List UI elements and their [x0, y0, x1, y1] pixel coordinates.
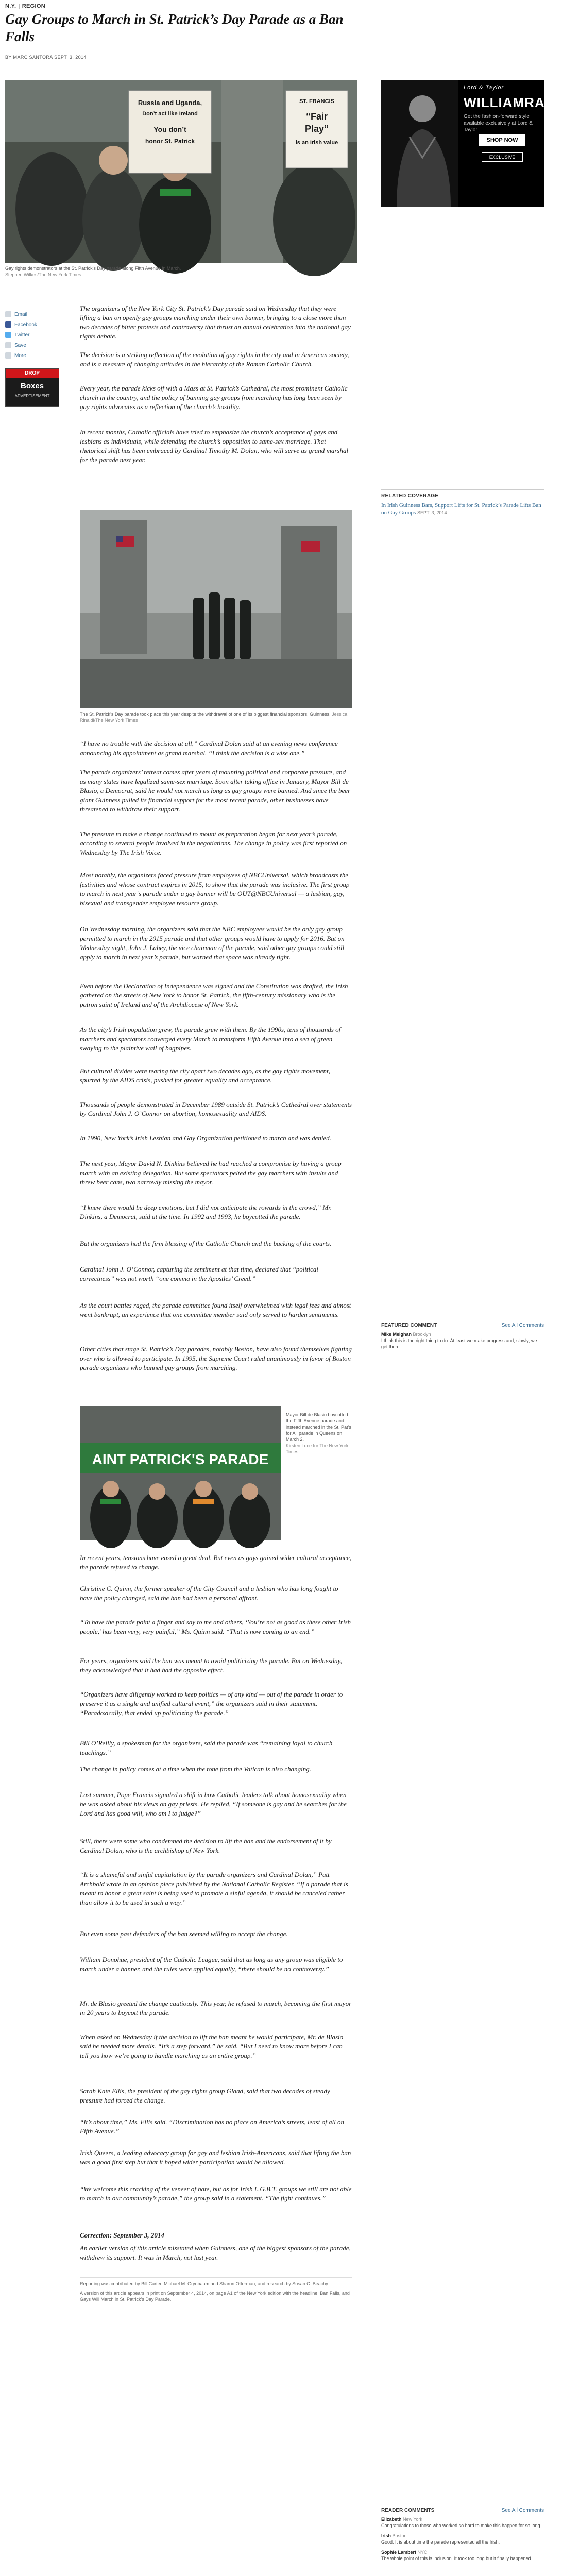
section-breadcrumb[interactable]: N.Y. | REGION	[5, 3, 45, 9]
article-paragraph: Mr. de Blasio greeted the change cautiously. This year, he refused to march, becoming the first mayor in 20 years to boycott the parade.	[80, 1999, 352, 2016]
article-paragraph: The organizers of the New York City St. Patrick’s Day parade said on Wednesday that they were lifting a ban on openly gay groups marching under their own banner, bringing to a close more than two decades of bitter protests and controversy that thrust an annual celebration into the national gay rights debate.	[80, 304, 351, 340]
related-heading: RELATED COVERAGE	[381, 489, 544, 499]
comment-location: NYC	[417, 2550, 428, 2555]
hero-sign2-line-2: “Fair	[305, 111, 328, 122]
reader-comments-heading: READER COMMENTS	[381, 2507, 435, 2513]
inline-photo-parade	[80, 510, 352, 708]
ad-tagline: Get the fashion-forward style available exclusively at Lord & Taylor	[464, 114, 533, 133]
article-paragraph: Thousands of people demonstrated in December 1989 outside St. Patrick’s Cathedral over statements by Cardinal John J. O’Connor on abortion, homosexuality and AIDS.	[80, 1100, 352, 1117]
article-headline: Gay Groups to March in St. Patrick’s Day Parade as a Ban Falls	[5, 11, 344, 44]
article-paragraph: “It’s about time,” Ms. Ellis said. “Discrimination has no place on America’s streets, least of all on Fifth Avenue.”	[80, 2118, 345, 2135]
article-paragraph: Still, there were some who condemned the decision to lift the ban and the endorsement of it by Cardinal Dolan, who is the archbishop of New York.	[80, 1837, 332, 1854]
see-all-comments-link-2[interactable]: See All Comments	[501, 2507, 544, 2513]
hero-caption	[5, 265, 357, 278]
hero-sign-line-4: honor St. Patrick	[145, 138, 195, 145]
share-save[interactable]	[5, 340, 63, 350]
left-ad[interactable]	[5, 368, 59, 407]
hero-credit: Stephen Wilkes/The New York Times	[5, 272, 81, 277]
left-ad-bottom: ADVERTISEMENT	[14, 394, 50, 398]
ad-badge: EXCLUSIVE	[482, 152, 523, 162]
article-paragraph: The decision is a striking reflection of the evolution of gay rights in the city and in American society, and is a measure of changing attitudes in the hierarchy of the Roman Catholic Church.	[80, 351, 349, 368]
inline-banner-text: AINT PATRICK'S PARADE	[92, 1451, 269, 1467]
inline-caption-1-text: The St. Patrick’s Day parade took place this year despite the withdrawal of one of its biggest financial sponsors, Guinness.	[80, 711, 331, 717]
comment-text: I think this is the right thing to do. At least we make progress and, slowly, we get there.	[381, 1338, 537, 1349]
comment-location: Boston	[392, 2533, 407, 2538]
share-save-label: Save	[14, 342, 26, 348]
print-note: A version of this article appears in print on September 4, 2014, on page A1 of the New York edition with the headline: Ban Falls, and Gays Will March in St. Patrick’s Day Parade.	[80, 2291, 350, 2302]
article-paragraph: “We welcome this cracking of the veneer of hate, but as for Irish L.G.B.T. groups we still are not able to march in our community’s parade,” the group said in a statement. “The fight continues.”	[80, 2185, 352, 2202]
article-paragraph: Every year, the parade kicks off with a Mass at St. Patrick’s Cathedral, the most prominent Catholic church in the country, and the policy of banning gay groups from marching has long been seen by gay rights advocates as a reflection of the church’s hostility.	[80, 384, 348, 411]
correction-heading: Correction: September 3, 2014	[80, 2231, 164, 2239]
article-paragraph: In 1990, New York’s Irish Lesbian and Gay Organization petitioned to march and was denied.	[80, 1134, 331, 1142]
email-icon	[5, 311, 11, 317]
ad-brand-small: Lord & Taylor	[464, 84, 504, 91]
hero-sign-line-3: You don’t	[153, 125, 186, 133]
article-paragraph: Most notably, the organizers faced pressure from employees of NBCUniversal, which broadcasts the festivities and whose contract expires in 2015, to show that the parade was inclusive. The first group to march in next year’s parade under a gay banner will be OUT@NBCUniversal — a lesbian, gay, bisexual and transgender employee resource group.	[80, 871, 350, 907]
inline-credit-2: Kirsten Luce for The New York Times	[286, 1443, 349, 1454]
article-paragraph: “I have no trouble with the decision at all,” Cardinal Dolan said at an evening news conference announcing his appointment as grand marshal. “I think the decision is a wise one.”	[80, 740, 338, 757]
left-ad-top: DROP	[6, 369, 59, 378]
share-email-label: Email	[14, 311, 28, 317]
hero-sign2-line-4: is an Irish value	[295, 140, 338, 146]
ad-brand-large: WILLIAMRAST	[464, 95, 563, 110]
hero-image	[5, 80, 357, 263]
article-paragraph: The change in policy comes at a time when the tone from the Vatican is also changing.	[80, 1765, 312, 1773]
article-paragraph: As the city’s Irish population grew, the parade grew with them. By the 1990s, tens of thousands of marchers and spectators converged every March to transform Fifth Avenue into a sea of green swaying to the plaintive wail of bagpipes.	[80, 1026, 341, 1052]
ad-model-image	[381, 80, 458, 207]
comment-item	[381, 2516, 544, 2529]
share-email[interactable]	[5, 309, 63, 319]
hero-caption-text: Gay rights demonstrators at the St. Patrick’s Day parade along Fifth Avenue in March.	[5, 266, 181, 271]
article-paragraph: The parade organizers’ retreat comes after years of mounting political and corporate pressure, and as many states have legalized same-sex marriage. Soon after taking office in January, Mayor Bill de Blasio, a Democrat, said he would not march as long as gay groups were banned. And since the beer giant Guinness pulled its financial support for the most recent parade, other businesses have threatened to withdraw their support.	[80, 768, 351, 813]
share-facebook[interactable]	[5, 319, 63, 330]
article-paragraph: The next year, Mayor David N. Dinkins believed he had reached a compromise by having a group march with an existing delegation. But some spectators pelted the gay marchers with insults and threw beer cans, two narrowly missing the mayor.	[80, 1160, 342, 1186]
inline-caption-2	[286, 1412, 352, 1455]
featured-comments-heading: FEATURED COMMENT	[381, 1323, 437, 1328]
featured-comments	[381, 1319, 544, 1354]
hero-sign2-line-3: Play”	[304, 124, 329, 134]
reader-comments-head	[381, 2504, 544, 2513]
section-region-label[interactable]: REGION	[22, 3, 45, 9]
bookmark-icon	[5, 342, 11, 348]
article-paragraph: Sarah Kate Ellis, the president of the gay rights group Glaad, said that two decades of steady pressure had forced the change.	[80, 2087, 330, 2104]
hero-photo-illustration	[5, 80, 357, 263]
article-paragraph: Bill O’Reilly, a spokesman for the organizers, said the parade was “remaining loyal to church teachings.”	[80, 1739, 333, 1756]
comment-location: New York	[403, 2517, 423, 2522]
comment-text: Congratulations to those who worked so hard to make this happen for so long.	[381, 2523, 542, 2528]
comment-text: Good. It is about time the parade represented all the Irish.	[381, 2539, 500, 2545]
inline-caption-1	[80, 711, 352, 723]
comment-item	[381, 2549, 544, 2562]
comment-location: Brooklyn	[413, 1332, 431, 1337]
featured-comments-head	[381, 1319, 544, 1328]
inline-credit-1: Jessica Rinaldi/The New York Times	[80, 711, 348, 723]
reader-comments	[381, 2504, 544, 2566]
article-paragraph: When asked on Wednesday if the decision to lift the ban meant he would participate, Mr. de Blasio said he needed more details. “It’s a step forward,” he said. “But I need to know more before I can tell you how we’re going to handle marching as an entire group.”	[80, 2033, 344, 2059]
inline-photo-mayor	[80, 1406, 281, 1540]
hero-sign2-line-1: ST. FRANCIS	[299, 98, 334, 105]
article-paragraph: But cultural divides were tearing the city apart two decades ago, as the gay rights movement, spurred by the AIDS crisis, pushed for greater equality and acceptance.	[80, 1067, 330, 1084]
facebook-icon	[5, 321, 11, 328]
article-paragraph: “It is a shameful and sinful capitulation by the parade organizers and Cardinal Dolan,” Patt Archbold wrote in an opinion piece published by the National Catholic Register. “If a parade that is meant to honor a great saint is being used to promote a sinful agenda, it should be canceled rather than allow it to be used in such a way.”	[80, 1871, 348, 1906]
hero-sign-2	[286, 91, 348, 168]
article-paragraph: Cardinal John J. O’Connor, capturing the sentiment at that time, declared that “political correctness” was not worth “one comma in the Apostles’ Creed.”	[80, 1265, 319, 1282]
comment-author: Irish	[381, 2533, 391, 2538]
article-paragraph: Even before the Declaration of Independence was signed and the Constitution was drafted, the Irish gathered on the streets of New York to honor St. Patrick, the fifth-century missionary who is the patron saint of Ireland and of the Archdiocese of New York.	[80, 982, 348, 1008]
right-ad[interactable]	[381, 80, 563, 207]
related-item-date: SEPT. 3, 2014	[417, 510, 447, 515]
article-paragraph: In recent years, tensions have eased a great deal. But even as gays gained wider cultural acceptance, the parade refused to change.	[80, 1554, 352, 1571]
article-paragraph: For years, organizers said the ban was meant to avoid politicizing the parade. But on Wednesday, they acknowledged that it had had the opposite effect.	[80, 1657, 342, 1674]
article-paragraph: Other cities that stage St. Patrick’s Day parades, notably Boston, have also found themselves fighting over who is allowed to participate. In 1995, the Supreme Court ruled unanimously in favor of Boston parade organizers who banned gay groups from marching.	[80, 1345, 352, 1371]
article-paragraph: As the court battles raged, the parade committee found itself overwhelmed with legal fees and almost went bankrupt, an experience that one committee member said only served to harden sentiments.	[80, 1301, 351, 1318]
article-byline: BY MARC SANTORA SEPT. 3, 2014	[5, 55, 87, 60]
share-more-label: More	[14, 352, 26, 359]
parade-photo-illustration	[80, 510, 352, 708]
article-paragraph: But the organizers had the firm blessing of the Catholic Church and the backing of the courts.	[80, 1240, 332, 1247]
comment-author: Sophie Lambert	[381, 2550, 417, 2555]
section-region-prefix[interactable]: N.Y.	[5, 3, 16, 9]
share-facebook-label: Facebook	[14, 321, 37, 328]
article-paragraph: “I knew there would be deep emotions, but I did not anticipate the rowards in the crowd,” Mr. Dinkins, a Democrat, said at the time. In 1992 and 1993, he boycotted the parade.	[80, 1204, 332, 1221]
comment-author: Elizabeth	[381, 2517, 402, 2522]
hero-sign-line-2: Don’t act like Ireland	[142, 111, 198, 117]
share-rail	[5, 309, 63, 361]
article-paragraph: “Organizers have diligently worked to keep politics — of any kind — out of the parade in order to preserve it as a single and unified cultural event,” the organizers said in their statement. “Paradoxically, that ended up politicizing the parade.”	[80, 1690, 343, 1717]
article-footer-notes	[80, 2277, 352, 2302]
share-twitter[interactable]	[5, 330, 63, 340]
hero-sign-line-1: Russia and Uganda,	[138, 99, 202, 107]
share-twitter-label: Twitter	[14, 332, 30, 338]
inline-caption-2-text: Mayor Bill de Blasio boycotted the Fifth Avenue parade and instead marched in the St. Pat’s for All parade in Queens on March 2.	[286, 1412, 351, 1442]
article-paragraph: Christine C. Quinn, the former speaker of the City Council and a lesbian who has long fought to have the policy changed, said the ban had been a personal affront.	[80, 1585, 338, 1602]
ad-shop-button[interactable]: SHOP NOW	[479, 134, 525, 146]
comment-author: Mike Meighan	[381, 1332, 412, 1337]
correction-text: An earlier version of this article misstated when Guinness, one of the biggest sponsors of the parade, withdrew its support. It was in March, not last year.	[80, 2244, 351, 2261]
comment-item	[381, 2533, 544, 2545]
see-all-comments-link[interactable]: See All Comments	[501, 1323, 544, 1328]
share-more[interactable]	[5, 350, 63, 361]
mayor-photo-illustration	[80, 1406, 281, 1540]
comment-item	[381, 1331, 544, 1350]
article-paragraph: In recent months, Catholic officials have tried to emphasize the church’s acceptance of gays and lesbians as individuals, while defending the church’s opposition to same-sex marriage. That rhetorical shift has been embraced by Cardinal Timothy M. Dolan, who will serve as grand marshal for the parade next year.	[80, 428, 349, 464]
twitter-icon	[5, 332, 11, 338]
article-paragraph: “To have the parade point a finger and say to me and others, ‘You’re not as good as these other Irish people,’ has been very, very painful,” Ms. Quinn said. “That is now coming to an end.”	[80, 1618, 351, 1635]
article-paragraph: Irish Queers, a leading advocacy group for gay and lesbian Irish-Americans, said that lifting the ban was a good first step but that it hoped wider participation would be allowed.	[80, 2149, 351, 2166]
related-item[interactable]	[381, 502, 544, 516]
related-item-title: In Irish Guinness Bars, Support Lifts for St. Patrick’s Parade Lifts Ban on Gay Groups	[381, 502, 541, 516]
comment-text: The whole point of this is inclusion. It took too long but it finally happened.	[381, 2556, 533, 2561]
article-paragraph: William Donohue, president of the Catholic League, said that as long as any group was eligible to march under a banner, and the rules were applied equally, “there should be no controversy.”	[80, 1956, 343, 1973]
article-paragraph: Last summer, Pope Francis signaled a shift in how Catholic leaders talk about homosexuality when he was asked about his views on gay priests. He replied, “If someone is gay and he searches for the Lord and has good will, who am I to judge?”	[80, 1791, 347, 1817]
hero-sign	[129, 91, 211, 173]
article-paragraph: But even some past defenders of the ban seemed willing to accept the change.	[80, 1930, 288, 1938]
left-ad-middle: Boxes	[20, 382, 44, 391]
article-paragraph: The pressure to make a change continued to mount as preparation began for next year’s parade, according to several people involved in the negotiations. The change in policy was first reported on Wednesday by The Irish Voice.	[80, 830, 347, 856]
reporting-credits: Reporting was contributed by Bill Carter, Michael M. Grynbaum and Sharon Otterman, and research by Susan C. Beachy.	[80, 2281, 329, 2286]
related-coverage	[381, 489, 544, 518]
more-icon	[5, 352, 11, 359]
article-paragraph: On Wednesday morning, the organizers said that the NBC employees would be the only gay group permitted to march in the 2015 parade and that other groups would have to apply for 2016. But on Wednesday night, John J. Lahey, the vice chairman of the parade, said other gay groups could still apply to march in next year’s parade, but warned that space was already tight.	[80, 925, 345, 961]
